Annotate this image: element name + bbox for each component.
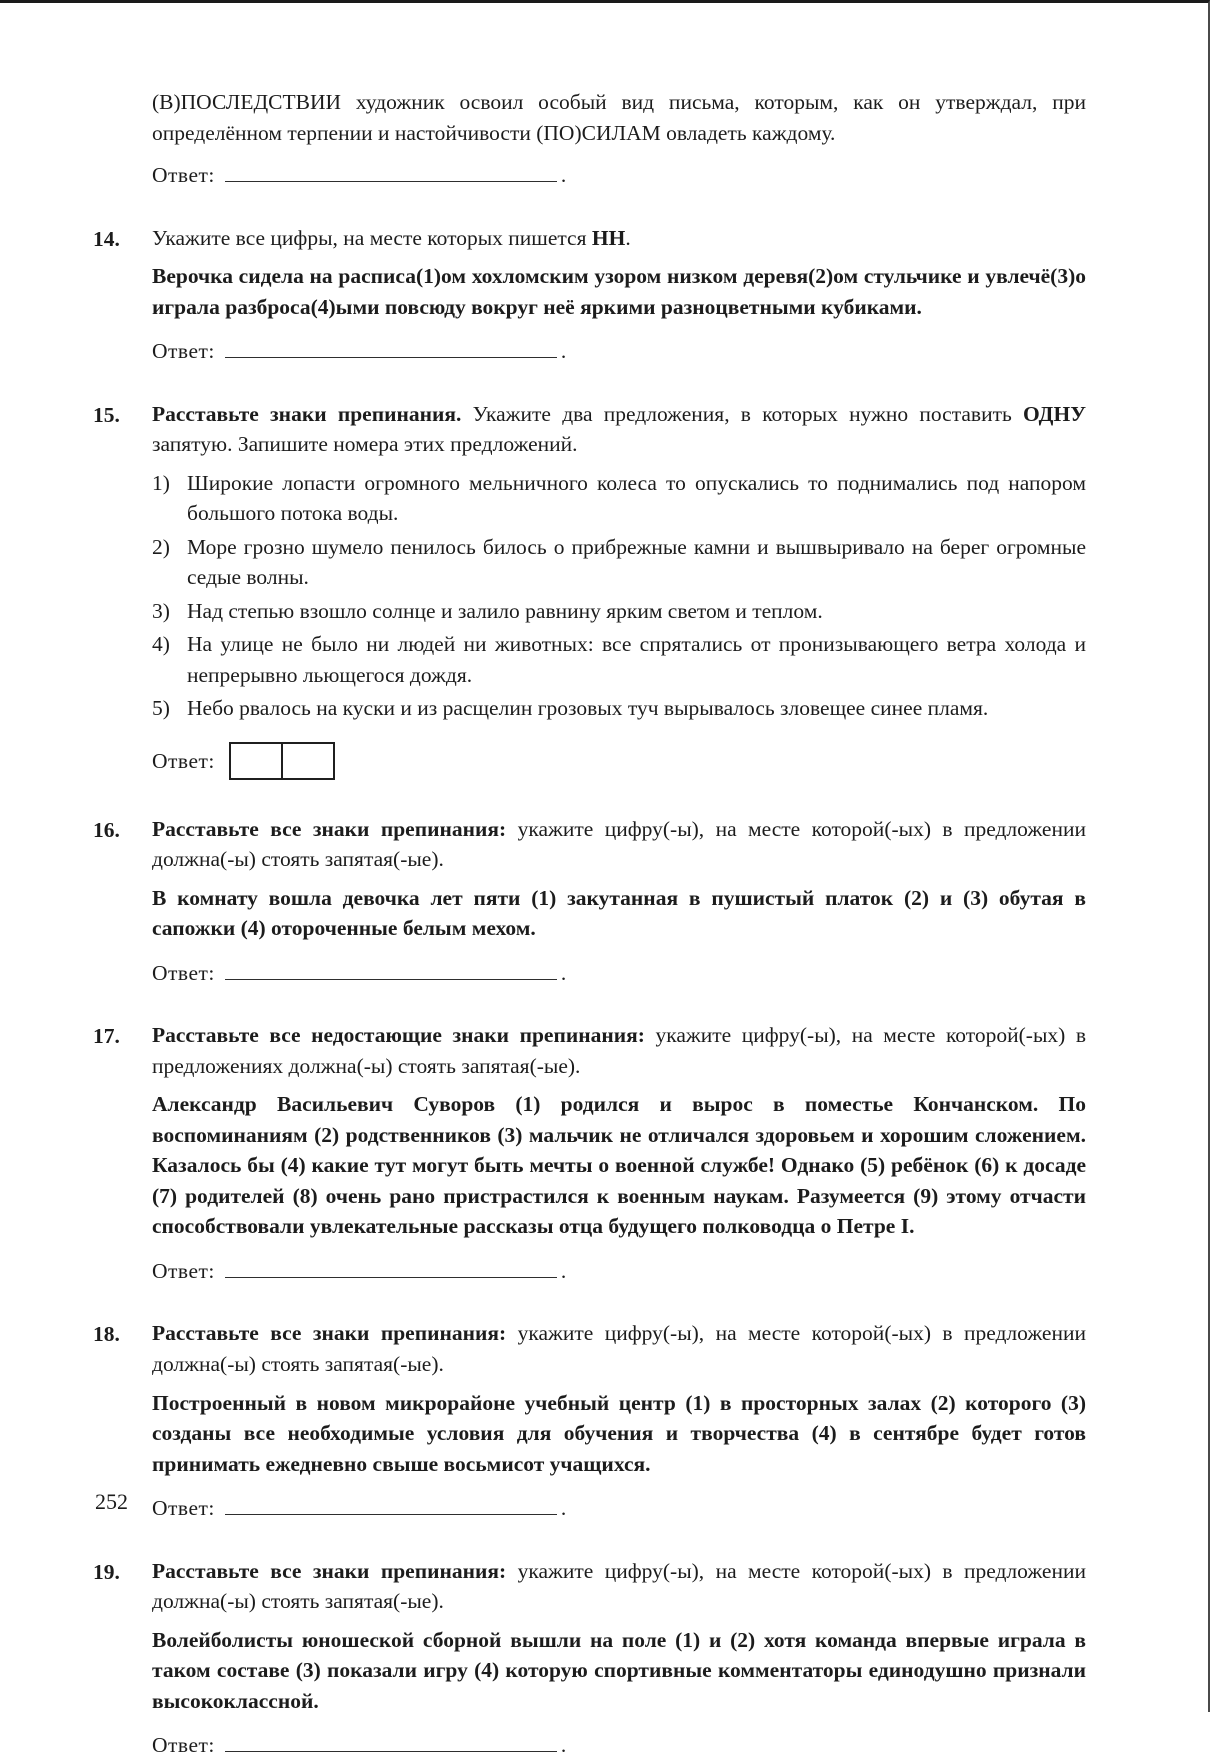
answer-period: . [560,1496,567,1521]
intro-paragraph: (В)ПОСЛЕДСТВИИ художник освоил особый вид письма, которым, как он утверждал, при определённом терпении и настойчивости (ПО)СИЛАМ овладеть каждому. [152,90,1086,145]
task-instruction: Укажите все цифры, на месте которых пишется НН. [152,225,631,250]
task-19 [93,1556,1086,1763]
answer-row [152,744,1086,782]
answer-label: Ответ: [152,163,215,188]
list-item-text: Небо рвалось на куски и из расщелин грозовых туч вырывалось зловещее синее пламя. [187,696,989,721]
list-item-text: На улице не было ни людей ни животных: все спрятались от пронизывающего ветра холода и непрерывно льющегося дождя. [187,632,1086,687]
task-number: 18. [93,1322,120,1347]
list-item-text: Море грозно шумело пенилось билось о прибрежные камни и вышвыривало на берег огромные седые волны. [187,534,1086,590]
answer-label: Ответ: [152,748,215,773]
answer-row [152,160,1086,191]
list-item-text: Над степью взошло солнце и залило равнину ярким светом и теплом. [187,598,823,623]
answer-blank [225,959,557,979]
list-item-number: 2) [152,534,170,559]
answer-period: . [560,1733,567,1758]
answer-label: Ответ: [152,1258,215,1283]
answer-blank [225,338,557,358]
list-item-number: 3) [152,598,170,623]
answer-box [229,742,283,780]
task-number: 19. [93,1559,120,1584]
task-body: В комнату вошла девочка лет пяти (1) закутанная в пушистый платок (2) и (3) обутая в сапожки (4) отороченные белым мехом. [152,885,1086,941]
list-item-number: 5) [152,696,170,721]
sentence-list [152,468,1086,724]
answer-label: Ответ: [152,1496,215,1521]
answer-boxes [229,742,335,780]
answer-period: . [560,339,567,364]
task-instruction: Расставьте все знаки препинания: укажите цифру(-ы), на месте которой(-ых) в предложении должна(-ы) стоять запятая(-ые). [152,816,1086,872]
task-instruction: Расставьте все знаки препинания: укажите цифру(-ы), на месте которой(-ых) в предложении должна(-ы) стоять запятая(-ые). [152,1321,1086,1376]
task-instruction: Расставьте все недостающие знаки препинания: укажите цифру(-ы), на месте которой(-ых) в предложениях должна(-ы) стоять запятая(-ые). [152,1023,1086,1078]
task-18 [93,1318,1086,1525]
answer-label: Ответ: [152,960,215,985]
list-item [152,629,1086,690]
task-body: Верочка сидела на расписа(1)ом хохломским узором низком деревя(2)ом стульчике и увлечё(3)о играла разброса(4)ыми повсюду вокруг неё яркими разноцветными кубиками. [152,264,1086,319]
answer-row [152,1730,1086,1761]
answer-period: . [560,960,567,985]
task-number: 15. [93,402,120,427]
task-body: Волейболисты юношеской сборной вышли на поле (1) и (2) хотя команда впервые играла в таком составе (3) показали игру (4) которую спортивные комментаторы единодушно признали высококлассной. [152,1627,1086,1713]
task-number: 14. [93,226,120,251]
task-14 [93,223,1086,369]
task-instruction: Расставьте знаки препинания. Укажите два предложения, в которых нужно поставить ОДНУ запятую. Запишите номера этих предложений. [152,401,1086,457]
answer-row [152,336,1086,367]
page-number: 252 [95,1489,128,1514]
task-number: 16. [93,817,120,842]
task-body: Построенный в новом микрорайоне учебный центр (1) в просторных залах (2) которого (3) созданы все необходимые условия для обучения и творчества (4) в сентябре будет готов принимать ежедневно свыше восьмисот учащихся. [152,1390,1086,1476]
answer-box [281,742,335,780]
list-item [152,596,1086,627]
answer-label: Ответ: [152,1733,215,1758]
answer-row [152,1256,1086,1287]
answer-blank [225,1495,557,1515]
answer-period: . [560,163,567,188]
task-16 [93,814,1086,991]
answer-blank [225,1732,557,1752]
task-body: Александр Васильевич Суворов (1) родился и вырос в поместье Кончанском. По воспоминаниям (2) родственников (3) мальчик не отличался здоровьем и хорошим сложением. Казалось бы (4) какие тут могут быть мечты о военной службе! Однако (5) ребёнок (6) к досаде (7) родителей (8) очень рано пристрастился к военным наукам. Разумеется (9) этому отчасти способствовали увлекательные рассказы отца будущего полководца о Петре I. [152,1092,1086,1239]
answer-period: . [560,1258,567,1283]
list-item [152,532,1086,593]
list-item [152,468,1086,529]
task-17 [93,1020,1086,1288]
answer-blank [225,1258,557,1278]
answer-row [152,958,1086,989]
task-number: 17. [93,1024,120,1049]
intro-spacer [93,87,152,193]
answer-blank [225,162,557,182]
task-instruction: Расставьте все знаки препинания: укажите цифру(-ы), на месте которой(-ых) в предложении должна(-ы) стоять запятая(-ые). [152,1558,1086,1614]
answer-row [152,1493,1086,1524]
list-item [152,693,1086,724]
list-item-text: Широкие лопасти огромного мельничного колеса то опускались то поднимались под напором большого потока воды. [187,470,1086,526]
list-item-number: 1) [152,470,170,495]
task-15 [93,399,1086,784]
answer-label: Ответ: [152,339,215,364]
list-item-number: 4) [152,632,170,657]
intro-section [93,87,1086,193]
